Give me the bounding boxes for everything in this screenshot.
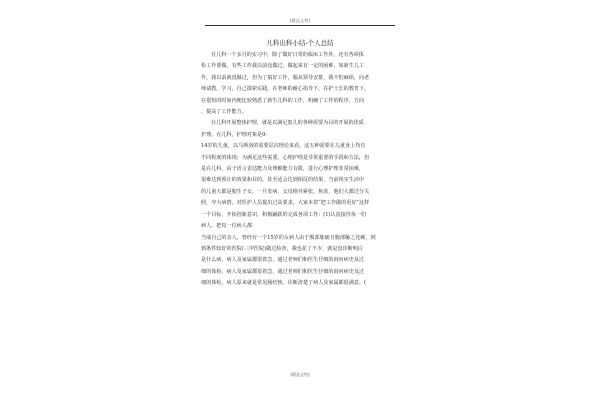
body-line: 在很短的时间内便比较熟悉了新生儿科的工作，明确了工作的程序，方向 bbox=[201, 97, 365, 104]
header-divider bbox=[205, 25, 395, 26]
body-line: 在儿科一个多月的实习中，除了做好日常的临床工作外，还有各项体 bbox=[211, 52, 364, 58]
body-line: 作，我以前就没做过，但为了搞好工作，服从领导安排，我不怕麻烦，向老 bbox=[201, 74, 370, 81]
body-line: 当成自己的亲人，曾经有一个15岁的女病人由于腹部胀痛且腹部触之比硬，到 bbox=[201, 234, 376, 241]
body-line: 不同程度的体现；为满足这些需要，心理护理是非常重要的手段和方法，但 bbox=[201, 154, 370, 161]
footer-tag: [精品文档] bbox=[290, 372, 310, 377]
body-line: 的儿童大都是独生子女，一旦发病，父母格外紧张，焦虑，他们大都过分关 bbox=[201, 188, 370, 195]
body-line: 师请教，学习，自己摸索实践，在老师的耐心指导下，在护士长的教育下， bbox=[201, 86, 370, 93]
body-line: 到条件较好的医院(三甲医院)做过检查，我也花了不少，就是没诊断明白 bbox=[201, 245, 363, 252]
body-line: 细的体检，病人及家属都很着急，通过老师们和医生仔细的询问病史及过 bbox=[201, 268, 365, 275]
header-tag: [精品文档] bbox=[289, 18, 311, 23]
body-line: 病人，把每一位病人都 bbox=[201, 223, 252, 230]
body-line: 照，夸大病情，对医护人员提出过高要求，大家本着“把工作做的更好”这样 bbox=[201, 200, 370, 207]
body-line: 14岁的儿童，以马斯洛的需要层次理论来看，这五种需要在儿童身上均有 bbox=[201, 143, 366, 150]
body-line: 一个目标，开拓创新意识，积极踊跃的完成各项工作：(1)认真接待每一们 bbox=[201, 211, 367, 218]
document-body bbox=[201, 50, 399, 290]
body-line: 很难达到预计的效果和目的，甚至适会达到相反的结果，当前现实生活中 bbox=[201, 177, 365, 184]
body-line: 检工作要做，有些工作我以前没做过，做起来有一定的困难，如新生儿工 bbox=[201, 63, 365, 70]
document-title: 儿科出科小结-个人总结 bbox=[266, 39, 334, 47]
body-line: ，提高了工作能力。 bbox=[201, 109, 247, 116]
body-line: 是什么病，病人及家属都很着急，通过老师们和医生仔细的询问病史及过 bbox=[201, 257, 365, 264]
body-line: 细的体检，病人原来就是常见肠结核，诊断清楚了病人及家属都很满意。( bbox=[201, 280, 366, 287]
body-line: 护理。在儿科，护理对象是0- bbox=[201, 131, 268, 138]
body-line: 是在儿科，由于语言表达能力及理解能力有限，进行心理护理非常困难， bbox=[201, 166, 365, 173]
body-line: 在儿科开展整体护理，就是以满足患儿的各种需要为目的开展的优质 bbox=[211, 120, 364, 127]
